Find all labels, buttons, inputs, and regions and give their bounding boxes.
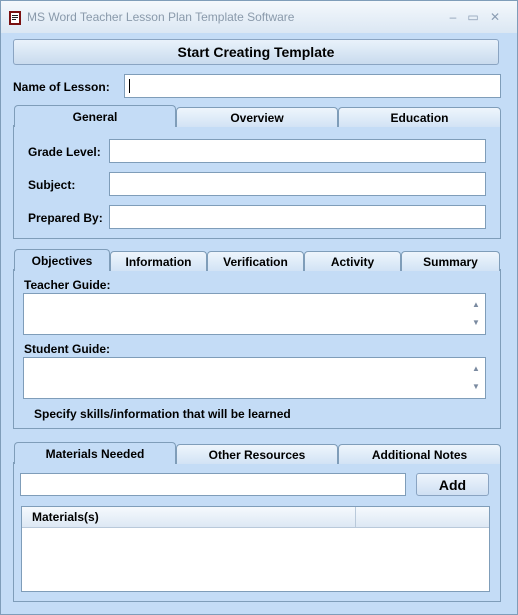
student-guide-label: Student Guide: <box>24 342 110 356</box>
text-caret <box>129 79 130 93</box>
tab-objectives[interactable]: Objectives <box>14 249 110 271</box>
scroll-down-icon[interactable]: ▼ <box>472 318 480 327</box>
maximize-icon[interactable]: ▭ <box>467 10 479 24</box>
subject-label: Subject: <box>28 178 76 192</box>
tabs-materials <box>14 442 501 464</box>
lesson-name-label: Name of Lesson: <box>13 80 110 94</box>
minimize-icon[interactable]: – <box>449 10 457 24</box>
window-title: MS Word Teacher Lesson Plan Template Software <box>27 10 295 24</box>
teacher-guide-label: Teacher Guide: <box>24 278 111 292</box>
column-empty[interactable] <box>356 507 489 527</box>
teacher-guide-textarea[interactable] <box>23 293 486 335</box>
grade-level-input[interactable] <box>109 139 486 163</box>
subject-input[interactable] <box>109 172 486 196</box>
tab-additional-notes[interactable]: Additional Notes <box>338 444 501 464</box>
materials-list-header <box>22 507 489 528</box>
tab-other-resources[interactable]: Other Resources <box>176 444 338 464</box>
scroll-up-icon[interactable]: ▲ <box>472 364 480 373</box>
prepared-by-input[interactable] <box>109 205 486 229</box>
student-guide-scrollbar[interactable] <box>468 359 484 397</box>
materials-list[interactable] <box>21 506 490 592</box>
tab-information[interactable]: Information <box>110 251 207 271</box>
objectives-hint: Specify skills/information that will be learned <box>34 407 291 421</box>
grade-level-label: Grade Level: <box>28 145 101 159</box>
tabs-general <box>14 105 501 127</box>
tab-activity[interactable]: Activity <box>304 251 401 271</box>
tab-materials-needed[interactable]: Materials Needed <box>14 442 176 464</box>
tab-general[interactable]: General <box>14 105 176 127</box>
scroll-down-icon[interactable]: ▼ <box>472 382 480 391</box>
close-icon[interactable]: ✕ <box>489 10 501 24</box>
column-materials[interactable]: Materials(s) <box>22 507 356 527</box>
tab-summary[interactable]: Summary <box>401 251 500 271</box>
student-guide-textarea[interactable] <box>23 357 486 399</box>
scroll-up-icon[interactable]: ▲ <box>472 300 480 309</box>
tab-education[interactable]: Education <box>338 107 501 127</box>
prepared-by-label: Prepared By: <box>28 211 103 225</box>
add-button[interactable]: Add <box>416 473 489 496</box>
tabs-objectives <box>14 249 500 271</box>
start-creating-template-button[interactable]: Start Creating Template <box>13 39 499 65</box>
title-bar <box>1 1 517 33</box>
teacher-guide-scrollbar[interactable] <box>468 295 484 333</box>
tab-verification[interactable]: Verification <box>207 251 304 271</box>
word-doc-icon <box>7 10 23 26</box>
material-input[interactable] <box>20 473 406 496</box>
tab-overview[interactable]: Overview <box>176 107 338 127</box>
lesson-name-input[interactable] <box>124 74 501 98</box>
